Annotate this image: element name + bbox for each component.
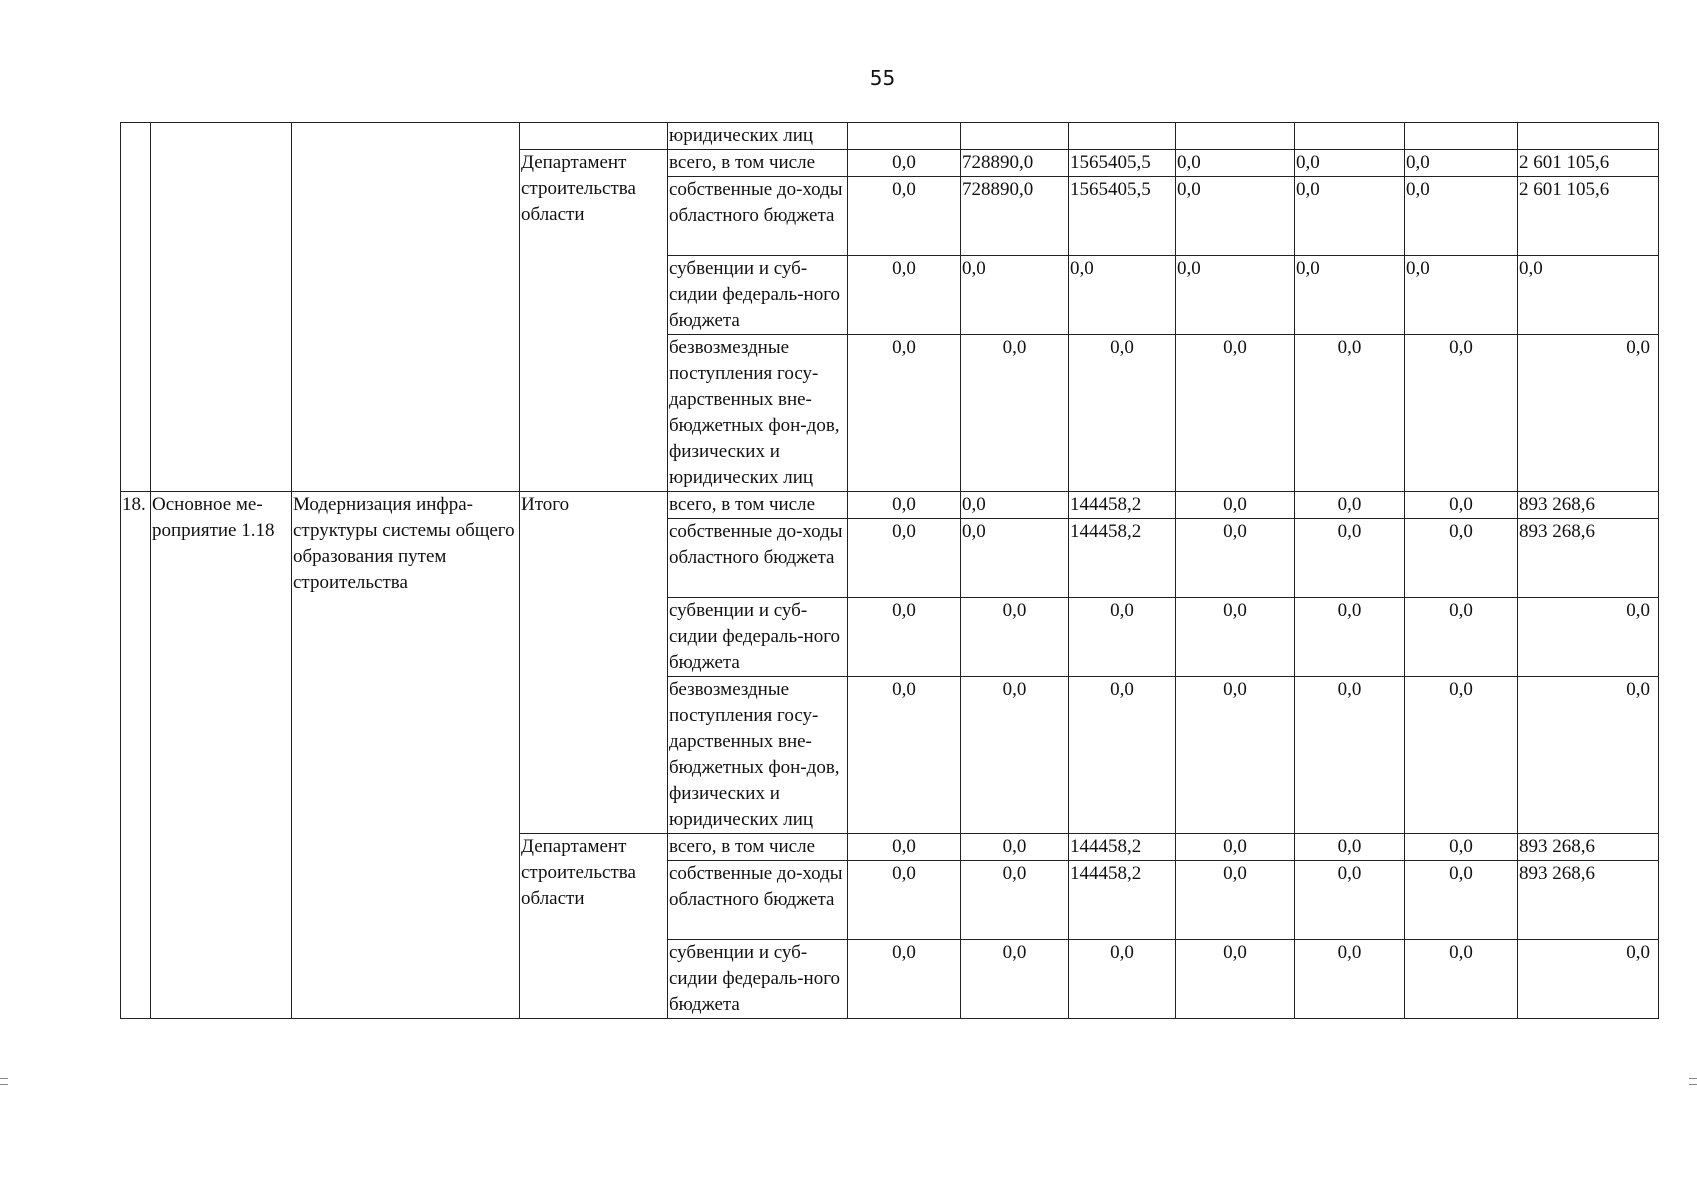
- value-cell: 0,0: [1295, 519, 1405, 598]
- value-cell: 0,0: [848, 492, 961, 519]
- value-cell: 0,0: [848, 861, 961, 940]
- executor-cell: Департамент строительства области: [520, 834, 668, 1019]
- value-cell: [848, 123, 961, 150]
- source-cell: всего, в том числе: [668, 492, 848, 519]
- value-cell: 0,0: [1405, 150, 1518, 177]
- value-cell: 0,0: [1405, 177, 1518, 256]
- budget-table: [120, 122, 1659, 1019]
- value-cell: 0,0: [848, 940, 961, 1019]
- scan-mark: [1689, 1078, 1697, 1079]
- value-cell: 0,0: [848, 677, 961, 834]
- value-cell: 0,0: [848, 177, 961, 256]
- value-cell: 0,0: [1405, 519, 1518, 598]
- value-cell: 0,0: [1405, 834, 1518, 861]
- value-cell: 0,0: [848, 834, 961, 861]
- table-row: [121, 123, 1659, 150]
- value-cell: 0,0: [1176, 598, 1295, 677]
- value-cell: 0,0: [1176, 677, 1295, 834]
- value-cell: 1565405,5: [1069, 150, 1176, 177]
- source-cell: субвенции и суб-сидии федераль-ного бюджета: [668, 598, 848, 677]
- value-cell: 0,0: [1295, 150, 1405, 177]
- source-cell: собственные до-ходы областного бюджета: [668, 861, 848, 940]
- value-cell: 0,0: [961, 861, 1069, 940]
- source-cell: собственные до-ходы областного бюджета: [668, 519, 848, 598]
- value-cell: 0,0: [1518, 335, 1659, 492]
- value-cell: [1069, 123, 1176, 150]
- value-cell: 0,0: [1069, 256, 1176, 335]
- value-cell: 0,0: [1518, 940, 1659, 1019]
- value-cell: 0,0: [1176, 519, 1295, 598]
- source-cell: всего, в том числе: [668, 150, 848, 177]
- value-cell: 893 268,6: [1518, 834, 1659, 861]
- source-cell: безвозмездные поступления госу-дарственных вне-бюджетных фон-дов, физических и юридических лиц: [668, 335, 848, 492]
- source-cell: субвенции и суб-сидии федераль-ного бюджета: [668, 256, 848, 335]
- scan-mark: [1689, 1084, 1697, 1085]
- value-cell: 0,0: [961, 335, 1069, 492]
- page-number: 55: [869, 66, 896, 90]
- value-cell: 0,0: [961, 492, 1069, 519]
- source-cell: собственные до-ходы областного бюджета: [668, 177, 848, 256]
- source-cell: всего, в том числе: [668, 834, 848, 861]
- value-cell: 0,0: [1295, 940, 1405, 1019]
- value-cell: 893 268,6: [1518, 519, 1659, 598]
- event-cell: [151, 123, 292, 492]
- value-cell: 0,0: [961, 940, 1069, 1019]
- value-cell: 0,0: [961, 834, 1069, 861]
- value-cell: 0,0: [1518, 256, 1659, 335]
- value-cell: 0,0: [1295, 177, 1405, 256]
- value-cell: 0,0: [961, 598, 1069, 677]
- value-cell: 144458,2: [1069, 519, 1176, 598]
- value-cell: 0,0: [1069, 598, 1176, 677]
- value-cell: 2 601 105,6: [1518, 150, 1659, 177]
- value-cell: 0,0: [1405, 335, 1518, 492]
- value-cell: 0,0: [961, 519, 1069, 598]
- value-cell: 893 268,6: [1518, 861, 1659, 940]
- source-cell: безвозмездные поступления госу-дарственных вне-бюджетных фон-дов, физических и юридических лиц: [668, 677, 848, 834]
- value-cell: [1176, 123, 1295, 150]
- value-cell: 0,0: [1295, 598, 1405, 677]
- table-row: [121, 492, 1659, 519]
- value-cell: 0,0: [1295, 677, 1405, 834]
- event-cell: Основное ме-роприятие 1.18: [151, 492, 292, 1019]
- value-cell: 0,0: [961, 677, 1069, 834]
- executor-cell: [520, 123, 668, 150]
- value-cell: 0,0: [848, 150, 961, 177]
- value-cell: [1405, 123, 1518, 150]
- value-cell: 0,0: [1176, 940, 1295, 1019]
- source-cell: субвенции и суб-сидии федераль-ного бюджета: [668, 940, 848, 1019]
- value-cell: 0,0: [848, 335, 961, 492]
- value-cell: 0,0: [1176, 335, 1295, 492]
- value-cell: 728890,0: [961, 177, 1069, 256]
- value-cell: 0,0: [1295, 492, 1405, 519]
- value-cell: 0,0: [1176, 256, 1295, 335]
- value-cell: 0,0: [1176, 150, 1295, 177]
- value-cell: 144458,2: [1069, 834, 1176, 861]
- value-cell: 144458,2: [1069, 492, 1176, 519]
- value-cell: 0,0: [1405, 940, 1518, 1019]
- value-cell: [1518, 123, 1659, 150]
- value-cell: 0,0: [1176, 177, 1295, 256]
- value-cell: 144458,2: [1069, 861, 1176, 940]
- source-cell: юридических лиц: [668, 123, 848, 150]
- value-cell: 0,0: [848, 256, 961, 335]
- value-cell: 0,0: [1295, 861, 1405, 940]
- value-cell: 0,0: [1405, 492, 1518, 519]
- value-cell: 0,0: [961, 256, 1069, 335]
- executor-cell: Итого: [520, 492, 668, 834]
- value-cell: 0,0: [1295, 834, 1405, 861]
- value-cell: 0,0: [1176, 861, 1295, 940]
- value-cell: [961, 123, 1069, 150]
- value-cell: 0,0: [1518, 598, 1659, 677]
- event-name-cell: [292, 123, 520, 492]
- row-number-cell: 18.: [121, 492, 151, 1019]
- value-cell: 0,0: [1176, 834, 1295, 861]
- value-cell: 0,0: [1405, 677, 1518, 834]
- scan-mark: [0, 1078, 8, 1079]
- value-cell: 0,0: [1295, 335, 1405, 492]
- value-cell: 893 268,6: [1518, 492, 1659, 519]
- value-cell: 0,0: [1069, 940, 1176, 1019]
- value-cell: 2 601 105,6: [1518, 177, 1659, 256]
- value-cell: 1565405,5: [1069, 177, 1176, 256]
- event-name-cell: Модернизация инфра-структуры системы общего образования путем строительства: [292, 492, 520, 1019]
- value-cell: 0,0: [1176, 492, 1295, 519]
- value-cell: 0,0: [1405, 598, 1518, 677]
- value-cell: 0,0: [1405, 861, 1518, 940]
- row-number-cell: [121, 123, 151, 492]
- value-cell: 0,0: [848, 519, 961, 598]
- value-cell: 0,0: [1069, 677, 1176, 834]
- value-cell: 0,0: [1295, 256, 1405, 335]
- scan-mark: [0, 1084, 8, 1085]
- value-cell: 728890,0: [961, 150, 1069, 177]
- value-cell: 0,0: [1405, 256, 1518, 335]
- executor-cell: Департамент строительства области: [520, 150, 668, 492]
- value-cell: 0,0: [1518, 677, 1659, 834]
- value-cell: 0,0: [848, 598, 961, 677]
- value-cell: [1295, 123, 1405, 150]
- value-cell: 0,0: [1069, 335, 1176, 492]
